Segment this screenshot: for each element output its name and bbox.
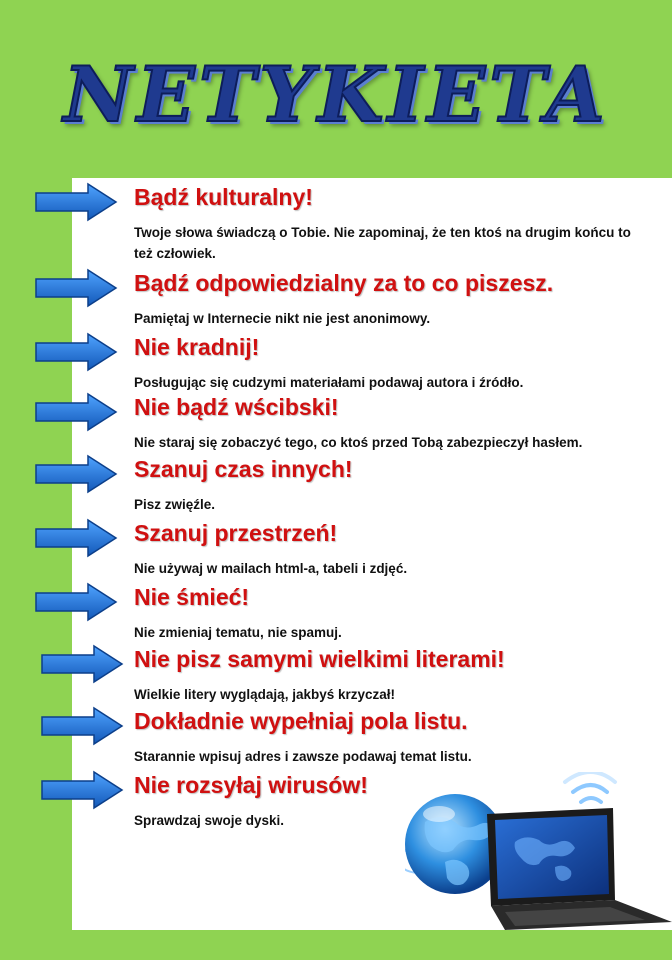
globe-laptop-icon [405, 772, 672, 930]
rule-heading: Szanuj przestrzeń! [134, 520, 338, 546]
rule-description: Pamiętaj w Internecie nikt nie jest anonimowy. [134, 311, 431, 326]
rule-description: Nie staraj się zobaczyć tego, co ktoś przed Tobą zabezpieczył hasłem. [134, 435, 583, 450]
rule-heading: Nie bądź wścibski! [134, 394, 339, 420]
right-arrow-icon [34, 582, 118, 622]
right-arrow-icon [40, 644, 124, 684]
rule-description: Pisz zwięźle. [134, 497, 216, 512]
right-arrow-icon [34, 392, 118, 432]
rule-heading: Nie rozsyłaj wirusów! [134, 772, 368, 798]
right-arrow-icon [34, 454, 118, 494]
rule-heading: Szanuj czas innych! [134, 456, 353, 482]
right-arrow-icon [34, 518, 118, 558]
right-arrow-icon [40, 706, 124, 746]
rule-description: Sprawdzaj swoje dyski. [134, 813, 285, 828]
rule-description: Twoje słowa świadczą o Tobie. Nie zapominaj, że ten ktoś na drugim końcu to też człowiek. [134, 225, 631, 261]
rule-heading: Bądź kulturalny! [134, 184, 313, 210]
rule-heading: Nie pisz samymi wielkimi literami! [134, 646, 505, 672]
right-arrow-icon [34, 182, 118, 222]
poster-title: NETYKIETA [63, 50, 609, 139]
right-arrow-icon [34, 268, 118, 308]
rule-description: Starannie wpisuj adres i zawsze podawaj temat listu. [134, 749, 472, 764]
rule-description: Posługując się cudzymi materiałami podawaj autora i źródło. [134, 375, 524, 390]
right-arrow-icon [34, 332, 118, 372]
rule-heading: Nie śmieć! [134, 584, 250, 610]
right-arrow-icon [40, 770, 124, 810]
rule-heading: Nie kradnij! [134, 334, 260, 360]
rule-heading: Dokładnie wypełniaj pola listu. [134, 708, 468, 734]
rule-description: Nie używaj w mailach html-a, tabeli i zdjęć. [134, 561, 408, 576]
rule-description: Wielkie litery wyglądają, jakbyś krzyczał! [134, 687, 396, 702]
rule-description: Nie zmieniaj tematu, nie spamuj. [134, 625, 342, 640]
rule-heading: Bądź odpowiedzialny za to co piszesz. [134, 270, 554, 296]
